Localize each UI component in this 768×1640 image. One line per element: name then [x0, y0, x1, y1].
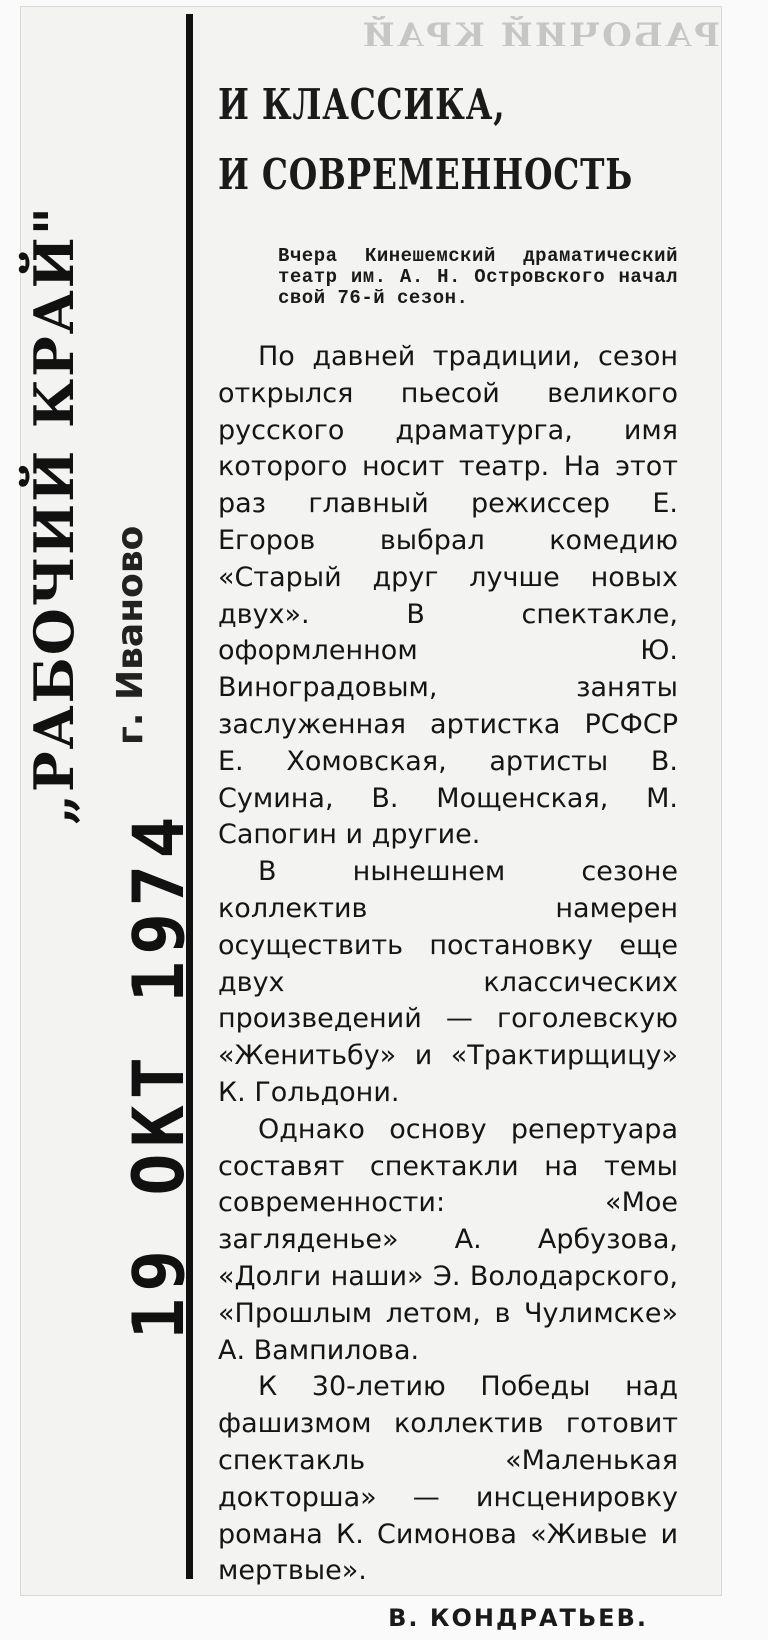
date-stamp: 19 ОКТ 1974 [118, 810, 200, 1340]
lead-paragraph: Вчера Кинешемский драматический театр им. А. Н. Островского начал свой 76-й сезон. [278, 245, 678, 309]
newspaper-name-stamp: „РАБОЧИЙ КРАЙ" [22, 205, 86, 825]
paragraph: Однако основу репертуара составят спектакли на темы современности: «Мое загляденье» А. Арбузова, «Долги наши» Э. Володарского, «Прошлым летом, в Чулимске» А. Вампилова. [218, 1113, 678, 1366]
paragraph: По давней традиции, сезон открылся пьесой великого русского драматурга, имя которого носит театр. На этот раз главный режиссер Е. Егоров выбрал комедию «Старый друг лучше новых двух». В спектакле, оформленном Ю. Виноградовым, заняты заслуженная артистка РСФСР Е. Хомовская, артисты В. Сумина, В. Мощенская, М. Сапогин и другие. [218, 341, 678, 851]
article-body [218, 339, 678, 1590]
headline [218, 70, 678, 210]
bleed-through-text: РАБОЧИЙ КРАЙ [360, 16, 720, 46]
paragraph: В нынешнем сезоне коллектив намерен осуществить постановку еще двух классических произведений — гоголевскую «Женитьбу» и «Трактирщицу» К. Гольдони. [218, 856, 678, 1108]
headline-line-1: И КЛАССИКА, [218, 80, 506, 129]
column-rule [186, 14, 193, 1579]
article [218, 70, 678, 1632]
paragraph: К 30-летию Победы над фашизмом коллектив готовит спектакль «Маленькая докторша» — инсценировку романа К. Симонова «Живые и мертвые». [218, 1371, 678, 1587]
author-signature: В. КОНДРАТЬЕВ. [388, 1604, 648, 1633]
city-stamp: г. Иваново [110, 525, 151, 745]
headline-line-2: И СОВРЕМЕННОСТЬ [218, 150, 634, 199]
